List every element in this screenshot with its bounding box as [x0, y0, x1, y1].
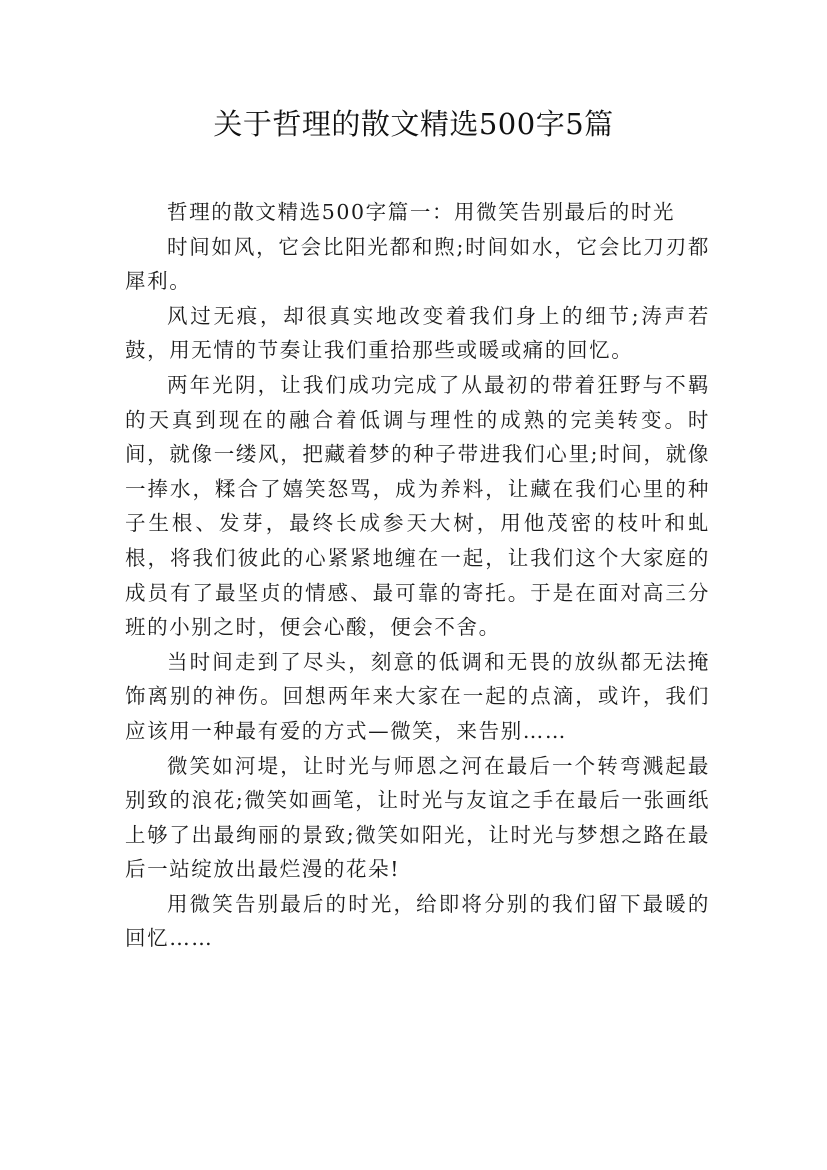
paragraph: 两年光阴，让我们成功完成了从最初的带着狂野与不羁的天真到现在的融合着低调与理性的成熟的完美转变。时间，就像一缕风，把藏着梦的种子带进我们心里;时间，就像一捧水，糅合了嬉笑怒骂，成为养料，让藏在我们心里的种子生根、发芽，最终长成参天大树，用他茂密的枝叶和虬根，将我们彼此的心紧紧地缠在一起，让我们这个大家庭的成员有了最坚贞的情感、最可靠的寄托。于是在面对高三分班的小别之时，便会心酸，便会不舍。: [125, 372, 710, 640]
paragraph: 时间如风，它会比阳光都和煦;时间如水，它会比刀刃都犀利。: [125, 234, 710, 294]
paragraph: 微笑如河堤，让时光与师恩之河在最后一个转弯溅起最别致的浪花;微笑如画笔，让时光与友谊之手在最后一张画纸上够了出最绚丽的景致;微笑如阳光，让时光与梦想之路在最后一站绽放出最烂漫的花朵!: [125, 753, 710, 882]
section-heading: 哲理的散文精选500字篇一：用微笑告别最后的时光: [167, 200, 676, 224]
paragraph: 用微笑告别最后的时光，给即将分别的我们留下最暖的回忆……: [125, 891, 710, 951]
document-body: [125, 195, 710, 956]
paragraph: 当时间走到了尽头，刻意的低调和无畏的放纵都无法掩饰离别的神伤。回想两年来大家在一起的点滴，或许，我们应该用一种最有爱的方式—微笑，来告别……: [125, 649, 710, 743]
document-title: 关于哲理的散文精选500字5篇: [213, 107, 614, 141]
paragraph: 风过无痕，却很真实地改变着我们身上的细节;涛声若鼓，用无情的节奏让我们重拾那些或暖或痛的回忆。: [125, 303, 710, 363]
